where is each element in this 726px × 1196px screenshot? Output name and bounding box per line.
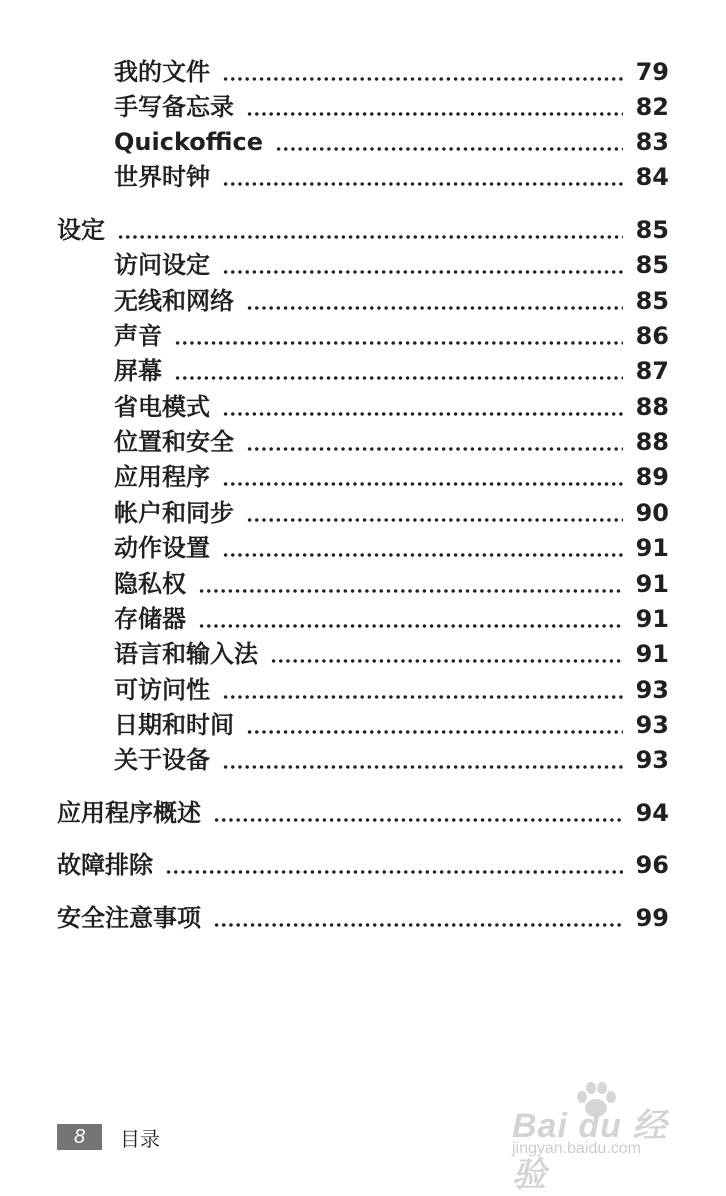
toc-entry-title: 故障排除 [57, 851, 153, 879]
toc-entry[interactable] [114, 530, 669, 562]
toc-entry[interactable] [114, 353, 669, 385]
dot-leader [246, 306, 623, 310]
toc-entry-title: 安全注意事项 [57, 904, 201, 932]
toc-entry-page: 82 [635, 93, 669, 121]
toc-entry-page: 96 [635, 851, 669, 879]
dot-leader [246, 730, 623, 734]
toc-entry[interactable] [114, 124, 669, 156]
toc-entry[interactable] [114, 636, 669, 668]
toc-entry-title: 应用程序概述 [57, 799, 201, 827]
toc-entry-title: 动作设置 [114, 534, 210, 562]
toc-entry-title: 日期和时间 [114, 711, 234, 739]
toc-entry-page: 91 [635, 534, 669, 562]
dot-leader [222, 482, 623, 486]
toc-entry-title: 屏幕 [114, 357, 162, 385]
toc-entry-page: 91 [635, 605, 669, 633]
toc-entry[interactable] [57, 847, 669, 879]
watermark [512, 1082, 682, 1194]
toc-entry-page: 86 [635, 322, 669, 350]
toc-entry-page: 83 [635, 128, 669, 156]
page-footer [57, 1124, 160, 1150]
toc-entry-page: 91 [635, 640, 669, 668]
toc-entry-title: 设定 [57, 216, 105, 244]
toc-entry-title: 位置和安全 [114, 428, 234, 456]
toc-entry-page: 79 [635, 58, 669, 86]
toc-entry-title: 我的文件 [114, 58, 210, 86]
toc-entry-page: 88 [635, 393, 669, 421]
toc-entry-title: 可访问性 [114, 676, 210, 704]
toc-entry-page: 93 [635, 676, 669, 704]
toc-entry-title: 隐私权 [114, 570, 186, 598]
dot-leader [165, 870, 623, 874]
dot-leader [174, 376, 623, 380]
toc-entry[interactable] [114, 495, 669, 527]
page-number-badge [57, 1124, 102, 1150]
toc-entry-title: 关于设备 [114, 746, 210, 774]
toc-entry[interactable] [114, 672, 669, 704]
toc-entry[interactable] [114, 742, 669, 774]
dot-leader [222, 412, 623, 416]
toc-entry[interactable] [114, 707, 669, 739]
toc-entry[interactable] [114, 389, 669, 421]
watermark-logo-text: Bai du 经验 [512, 1107, 668, 1194]
toc-entry-title: 省电模式 [114, 393, 210, 421]
toc-entry-title: 声音 [114, 322, 162, 350]
toc-entry[interactable] [114, 247, 669, 279]
toc-entry[interactable] [114, 318, 669, 350]
watermark-url: jingyan.baidu.com [512, 1140, 641, 1157]
dot-leader [174, 341, 623, 345]
toc-entry-title: 访问设定 [114, 251, 210, 279]
dot-leader [222, 553, 623, 557]
toc-entry-page: 85 [635, 251, 669, 279]
toc-entry-title: Quickoffice [114, 128, 264, 156]
toc-entry-title: 无线和网络 [114, 287, 234, 315]
toc-entry-page: 93 [635, 711, 669, 739]
dot-leader [213, 923, 623, 927]
dot-leader [222, 182, 623, 186]
toc-entry[interactable] [114, 283, 669, 315]
dot-leader [213, 818, 623, 822]
toc-entry-title: 语言和输入法 [114, 640, 258, 668]
dot-leader [246, 112, 623, 116]
toc-entry-title: 手写备忘录 [114, 93, 234, 121]
toc-entry[interactable] [57, 795, 669, 827]
dot-leader [270, 659, 623, 663]
dot-leader [117, 235, 623, 239]
toc-entry-page: 89 [635, 463, 669, 491]
toc-entry[interactable] [114, 459, 669, 491]
toc-entry-page: 99 [635, 904, 669, 932]
dot-leader [246, 518, 623, 522]
toc-entry-page: 91 [635, 570, 669, 598]
dot-leader [222, 77, 623, 81]
toc-entry-page: 93 [635, 746, 669, 774]
toc-entry-page: 94 [635, 799, 669, 827]
dot-leader [198, 589, 623, 593]
dot-leader [222, 695, 623, 699]
dot-leader [198, 624, 623, 628]
toc-entry[interactable] [57, 900, 669, 932]
toc-entry[interactable] [114, 601, 669, 633]
toc-entry-page: 85 [635, 216, 669, 244]
toc-entry[interactable] [57, 212, 669, 244]
toc-entry-page: 87 [635, 357, 669, 385]
toc-entry[interactable] [114, 54, 669, 86]
toc-entry-page: 84 [635, 163, 669, 191]
dot-leader [246, 447, 623, 451]
toc-entry-title: 帐户和同步 [114, 499, 234, 527]
toc-entry-page: 85 [635, 287, 669, 315]
toc-entry-title: 存储器 [114, 605, 186, 633]
dot-leader [222, 270, 623, 274]
toc-entry-title: 应用程序 [114, 463, 210, 491]
toc-entry[interactable] [114, 566, 669, 598]
toc-entry-page: 90 [635, 499, 669, 527]
section-label: 目录 [120, 1126, 160, 1151]
toc-entry[interactable] [114, 424, 669, 456]
dot-leader [222, 765, 623, 769]
toc-entry[interactable] [114, 89, 669, 121]
toc-entry-page: 88 [635, 428, 669, 456]
page-number: 8 [73, 1125, 86, 1148]
toc-entry[interactable] [114, 159, 669, 191]
dot-leader [275, 147, 623, 151]
toc-entry-title: 世界时钟 [114, 163, 210, 191]
